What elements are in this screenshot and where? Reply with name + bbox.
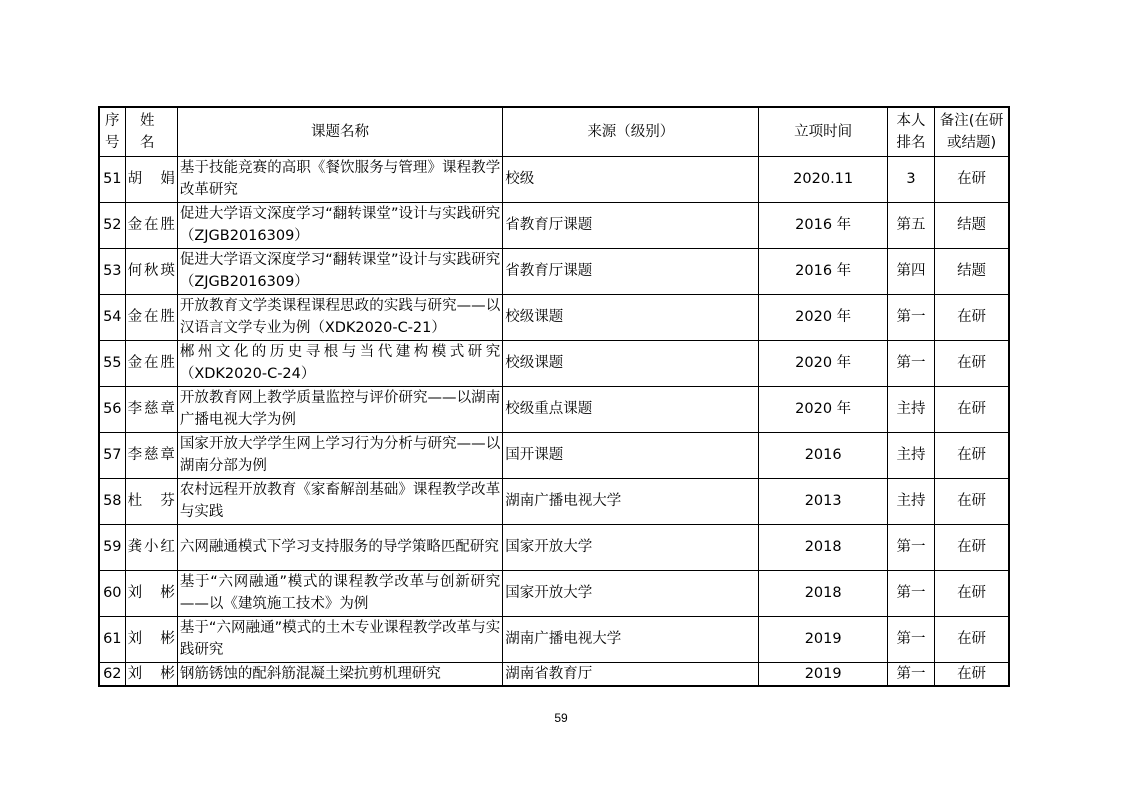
name-cell: 胡 娟 bbox=[125, 156, 177, 202]
approval-time-cell: 2016 bbox=[759, 432, 888, 478]
remarks-cell: 在研 bbox=[935, 662, 1009, 686]
table-row bbox=[99, 340, 1009, 386]
research-projects-table bbox=[98, 106, 1010, 687]
serial-number-cell: 62 bbox=[99, 662, 125, 686]
source-cell: 国家开放大学 bbox=[503, 570, 759, 616]
serial-number-cell: 59 bbox=[99, 524, 125, 570]
remarks-cell: 在研 bbox=[935, 386, 1009, 432]
rank-cell: 第一 bbox=[887, 524, 934, 570]
table-row bbox=[99, 570, 1009, 616]
header-remarks: 备注(在研或结题) bbox=[935, 107, 1009, 156]
rank-cell: 第一 bbox=[887, 294, 934, 340]
name-cell: 龚小红 bbox=[125, 524, 177, 570]
project-title-cell: 开放教育网上教学质量监控与评价研究——以湖南广播电视大学为例 bbox=[177, 386, 502, 432]
serial-number-cell: 54 bbox=[99, 294, 125, 340]
serial-number-cell: 60 bbox=[99, 570, 125, 616]
source-cell: 省教育厅课题 bbox=[503, 202, 759, 248]
table-row bbox=[99, 616, 1009, 662]
rank-cell: 主持 bbox=[887, 478, 934, 524]
name-cell: 何秋瑛 bbox=[125, 248, 177, 294]
name-cell: 金在胜 bbox=[125, 294, 177, 340]
name-cell: 金在胜 bbox=[125, 202, 177, 248]
serial-number-cell: 55 bbox=[99, 340, 125, 386]
approval-time-cell: 2020 年 bbox=[759, 340, 888, 386]
approval-time-cell: 2020 年 bbox=[759, 294, 888, 340]
name-cell: 刘 彬 bbox=[125, 662, 177, 686]
approval-time-cell: 2016 年 bbox=[759, 248, 888, 294]
header-source-level: 来源（级别） bbox=[503, 107, 759, 156]
rank-cell: 第一 bbox=[887, 570, 934, 616]
table-row bbox=[99, 294, 1009, 340]
remarks-cell: 在研 bbox=[935, 478, 1009, 524]
source-cell: 湖南省教育厅 bbox=[503, 662, 759, 686]
project-title-cell: 基于“六网融通”模式的土木专业课程教学改革与实践研究 bbox=[177, 616, 502, 662]
name-cell: 刘 彬 bbox=[125, 616, 177, 662]
remarks-cell: 在研 bbox=[935, 294, 1009, 340]
page-number: 59 bbox=[554, 711, 568, 725]
remarks-cell: 结题 bbox=[935, 248, 1009, 294]
header-personal-rank: 本人排名 bbox=[887, 107, 934, 156]
table-row bbox=[99, 156, 1009, 202]
table-row bbox=[99, 202, 1009, 248]
approval-time-cell: 2018 bbox=[759, 570, 888, 616]
rank-cell: 主持 bbox=[887, 432, 934, 478]
remarks-cell: 在研 bbox=[935, 524, 1009, 570]
approval-time-cell: 2018 bbox=[759, 524, 888, 570]
table-row bbox=[99, 386, 1009, 432]
header-project-title: 课题名称 bbox=[177, 107, 502, 156]
source-cell: 省教育厅课题 bbox=[503, 248, 759, 294]
remarks-cell: 在研 bbox=[935, 340, 1009, 386]
source-cell: 湖南广播电视大学 bbox=[503, 478, 759, 524]
name-cell: 李慈章 bbox=[125, 386, 177, 432]
rank-cell: 主持 bbox=[887, 386, 934, 432]
project-title-cell: 促进大学语文深度学习“翻转课堂”设计与实践研究（ZJGB2016309） bbox=[177, 202, 502, 248]
header-approval-time: 立项时间 bbox=[759, 107, 888, 156]
name-cell: 李慈章 bbox=[125, 432, 177, 478]
project-title-cell: 促进大学语文深度学习“翻转课堂”设计与实践研究（ZJGB2016309） bbox=[177, 248, 502, 294]
remarks-cell: 在研 bbox=[935, 432, 1009, 478]
rank-cell: 第五 bbox=[887, 202, 934, 248]
project-title-cell: 基于“六网融通”模式的课程教学改革与创新研究——以《建筑施工技术》为例 bbox=[177, 570, 502, 616]
project-title-cell: 基于技能竞赛的高职《餐饮服务与管理》课程教学改革研究 bbox=[177, 156, 502, 202]
approval-time-cell: 2020.11 bbox=[759, 156, 888, 202]
rank-cell: 第一 bbox=[887, 616, 934, 662]
table-row bbox=[99, 662, 1009, 686]
name-cell: 金在胜 bbox=[125, 340, 177, 386]
table-header-row bbox=[99, 107, 1009, 156]
name-cell: 杜 芬 bbox=[125, 478, 177, 524]
source-cell: 国家开放大学 bbox=[503, 524, 759, 570]
remarks-cell: 在研 bbox=[935, 570, 1009, 616]
project-title-cell: 国家开放大学学生网上学习行为分析与研究——以湖南分部为例 bbox=[177, 432, 502, 478]
project-title-cell: 农村远程开放教育《家畜解剖基础》课程教学改革与实践 bbox=[177, 478, 502, 524]
serial-number-cell: 57 bbox=[99, 432, 125, 478]
source-cell: 湖南广播电视大学 bbox=[503, 616, 759, 662]
name-cell: 刘 彬 bbox=[125, 570, 177, 616]
project-title-cell: 六网融通模式下学习支持服务的导学策略匹配研究 bbox=[177, 524, 502, 570]
remarks-cell: 结题 bbox=[935, 202, 1009, 248]
project-title-cell: 钢筋锈蚀的配斜筋混凝土梁抗剪机理研究 bbox=[177, 662, 502, 686]
serial-number-cell: 52 bbox=[99, 202, 125, 248]
serial-number-cell: 51 bbox=[99, 156, 125, 202]
table-row bbox=[99, 478, 1009, 524]
remarks-cell: 在研 bbox=[935, 616, 1009, 662]
rank-cell: 3 bbox=[887, 156, 934, 202]
header-serial-number: 序号 bbox=[99, 107, 125, 156]
approval-time-cell: 2019 bbox=[759, 616, 888, 662]
source-cell: 国开课题 bbox=[503, 432, 759, 478]
approval-time-cell: 2020 年 bbox=[759, 386, 888, 432]
source-cell: 校级 bbox=[503, 156, 759, 202]
source-cell: 校级课题 bbox=[503, 340, 759, 386]
remarks-cell: 在研 bbox=[935, 156, 1009, 202]
source-cell: 校级重点课题 bbox=[503, 386, 759, 432]
project-title-cell: 开放教育文学类课程课程思政的实践与研究——以汉语言文学专业为例（XDK2020-C-21） bbox=[177, 294, 502, 340]
header-name: 姓 名 bbox=[125, 107, 177, 156]
approval-time-cell: 2013 bbox=[759, 478, 888, 524]
table-row bbox=[99, 432, 1009, 478]
table-row bbox=[99, 248, 1009, 294]
approval-time-cell: 2016 年 bbox=[759, 202, 888, 248]
approval-time-cell: 2019 bbox=[759, 662, 888, 686]
serial-number-cell: 53 bbox=[99, 248, 125, 294]
table-row bbox=[99, 524, 1009, 570]
rank-cell: 第四 bbox=[887, 248, 934, 294]
serial-number-cell: 58 bbox=[99, 478, 125, 524]
serial-number-cell: 56 bbox=[99, 386, 125, 432]
source-cell: 校级课题 bbox=[503, 294, 759, 340]
serial-number-cell: 61 bbox=[99, 616, 125, 662]
rank-cell: 第一 bbox=[887, 662, 934, 686]
rank-cell: 第一 bbox=[887, 340, 934, 386]
project-title-cell: 郴州文化的历史寻根与当代建构模式研究（XDK2020-C-24） bbox=[177, 340, 502, 386]
